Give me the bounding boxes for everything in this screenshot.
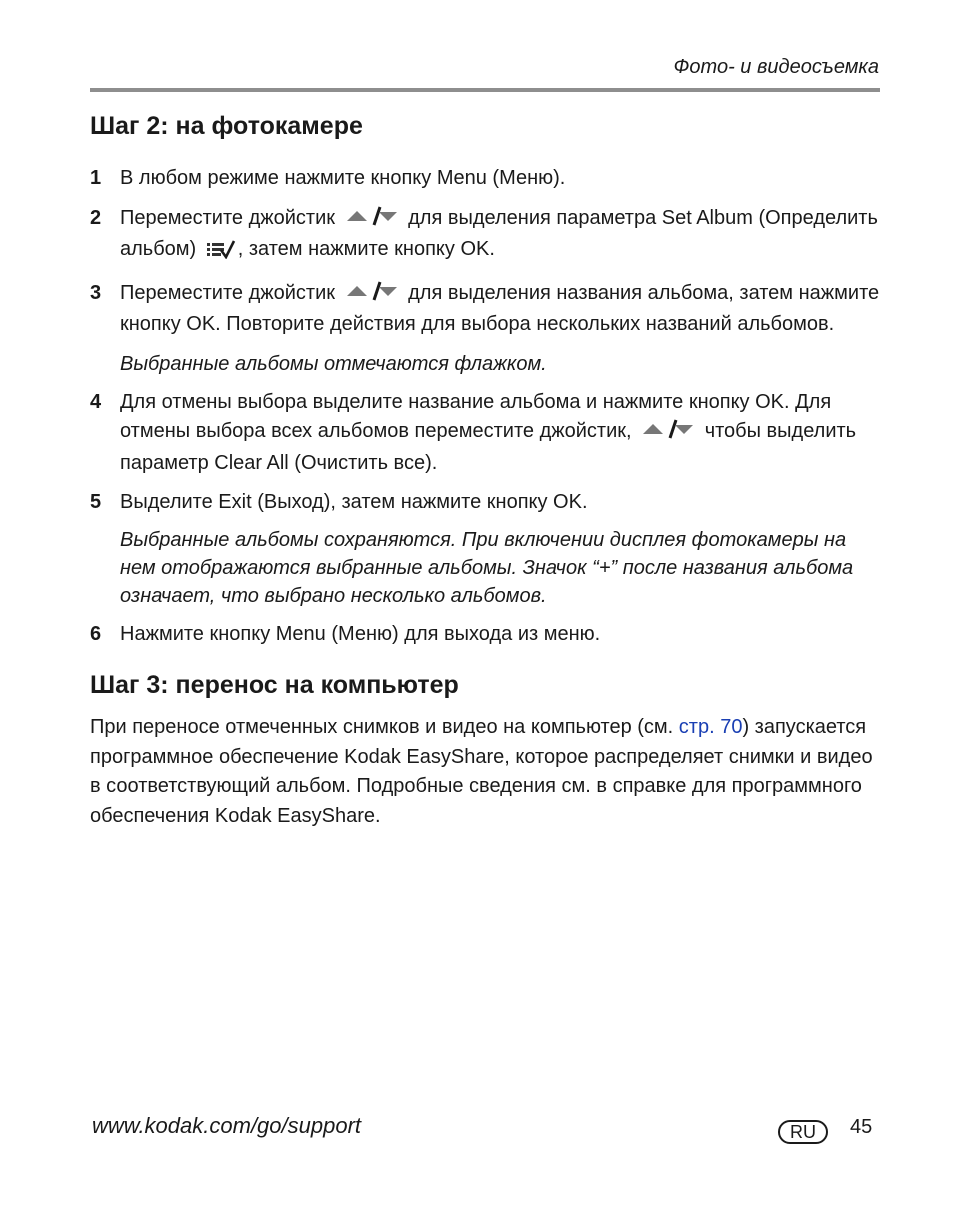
- step-number: 4: [90, 390, 102, 413]
- list-item: [90, 620, 880, 650]
- step-text: чтобы выделить параметр Clear All (Очистить все).: [120, 420, 857, 474]
- step-text: для выделения названия альбома, затем нажмите кнопку OK. Повторите действия для выбора нескольких названий альбомов.: [120, 281, 880, 335]
- paragraph-text: При переносе отмеченных снимков и видео на компьютер (см.: [90, 716, 674, 738]
- step-number: 1: [90, 167, 102, 189]
- page-number: 45: [850, 1116, 873, 1138]
- section-title: Фото- и видеосъемка: [673, 56, 879, 78]
- step-text: для выделения параметра Set Album (Определить альбом): [120, 206, 878, 260]
- step-text: Выделите Exit (Выход), затем нажмите кнопку OK.: [120, 491, 588, 513]
- page-link[interactable]: стр. 70: [678, 716, 743, 738]
- step-text: Нажмите кнопку Menu (Меню) для выхода из меню.: [120, 622, 601, 645]
- step-number: 3: [90, 281, 102, 304]
- header-rule: [90, 88, 880, 92]
- step-number: 5: [90, 491, 102, 513]
- step-text: , затем нажмите кнопку OK.: [237, 238, 495, 260]
- step-number: 2: [90, 206, 102, 229]
- step-number: 6: [90, 622, 102, 645]
- list-item: [90, 279, 880, 340]
- page-content: [90, 110, 880, 831]
- paragraph-text: ) запускается программное обеспечение Kodak EasyShare, которое распределяет снимки и видео в соответствующий альбом. Подробные сведения см. в справке для программного обеспечения Kodak EasyShare.: [90, 716, 873, 827]
- step3-heading: Шаг 3: перенос на компьютер: [90, 671, 459, 699]
- language-badge: RU: [778, 1120, 828, 1144]
- step2-heading: Шаг 2: на фотокамере: [90, 112, 363, 140]
- step-text: Переместите джойстик: [120, 281, 335, 304]
- step-note: Выбранные альбомы отмечаются флажком.: [120, 352, 547, 375]
- list-item: [90, 204, 880, 269]
- set-album-icon: [206, 239, 236, 269]
- step-text: Для отмены выбора выделите название альбома и нажмите кнопку OK. Для отмены выбора всех альбомов переместите джойстик,: [120, 390, 832, 442]
- joystick-up-down-icon: [641, 419, 695, 449]
- step3-paragraph: [90, 713, 880, 831]
- list-item: [90, 164, 880, 194]
- joystick-up-down-icon: [345, 281, 399, 311]
- step2-list: [90, 164, 880, 649]
- step-text: Переместите джойстик: [120, 206, 335, 229]
- support-url: www.kodak.com/go/support: [92, 1113, 362, 1138]
- step-text: В любом режиме нажмите кнопку Menu (Меню).: [120, 167, 566, 189]
- step-note: Выбранные альбомы сохраняются. При включении дисплея фотокамеры на нем отображаются выбранные альбомы. Значок “+” после названия альбома означает, что выбрано несколько альбомов.: [120, 528, 854, 607]
- joystick-up-down-icon: [345, 206, 399, 236]
- list-item: [90, 388, 880, 479]
- list-item: [90, 488, 880, 518]
